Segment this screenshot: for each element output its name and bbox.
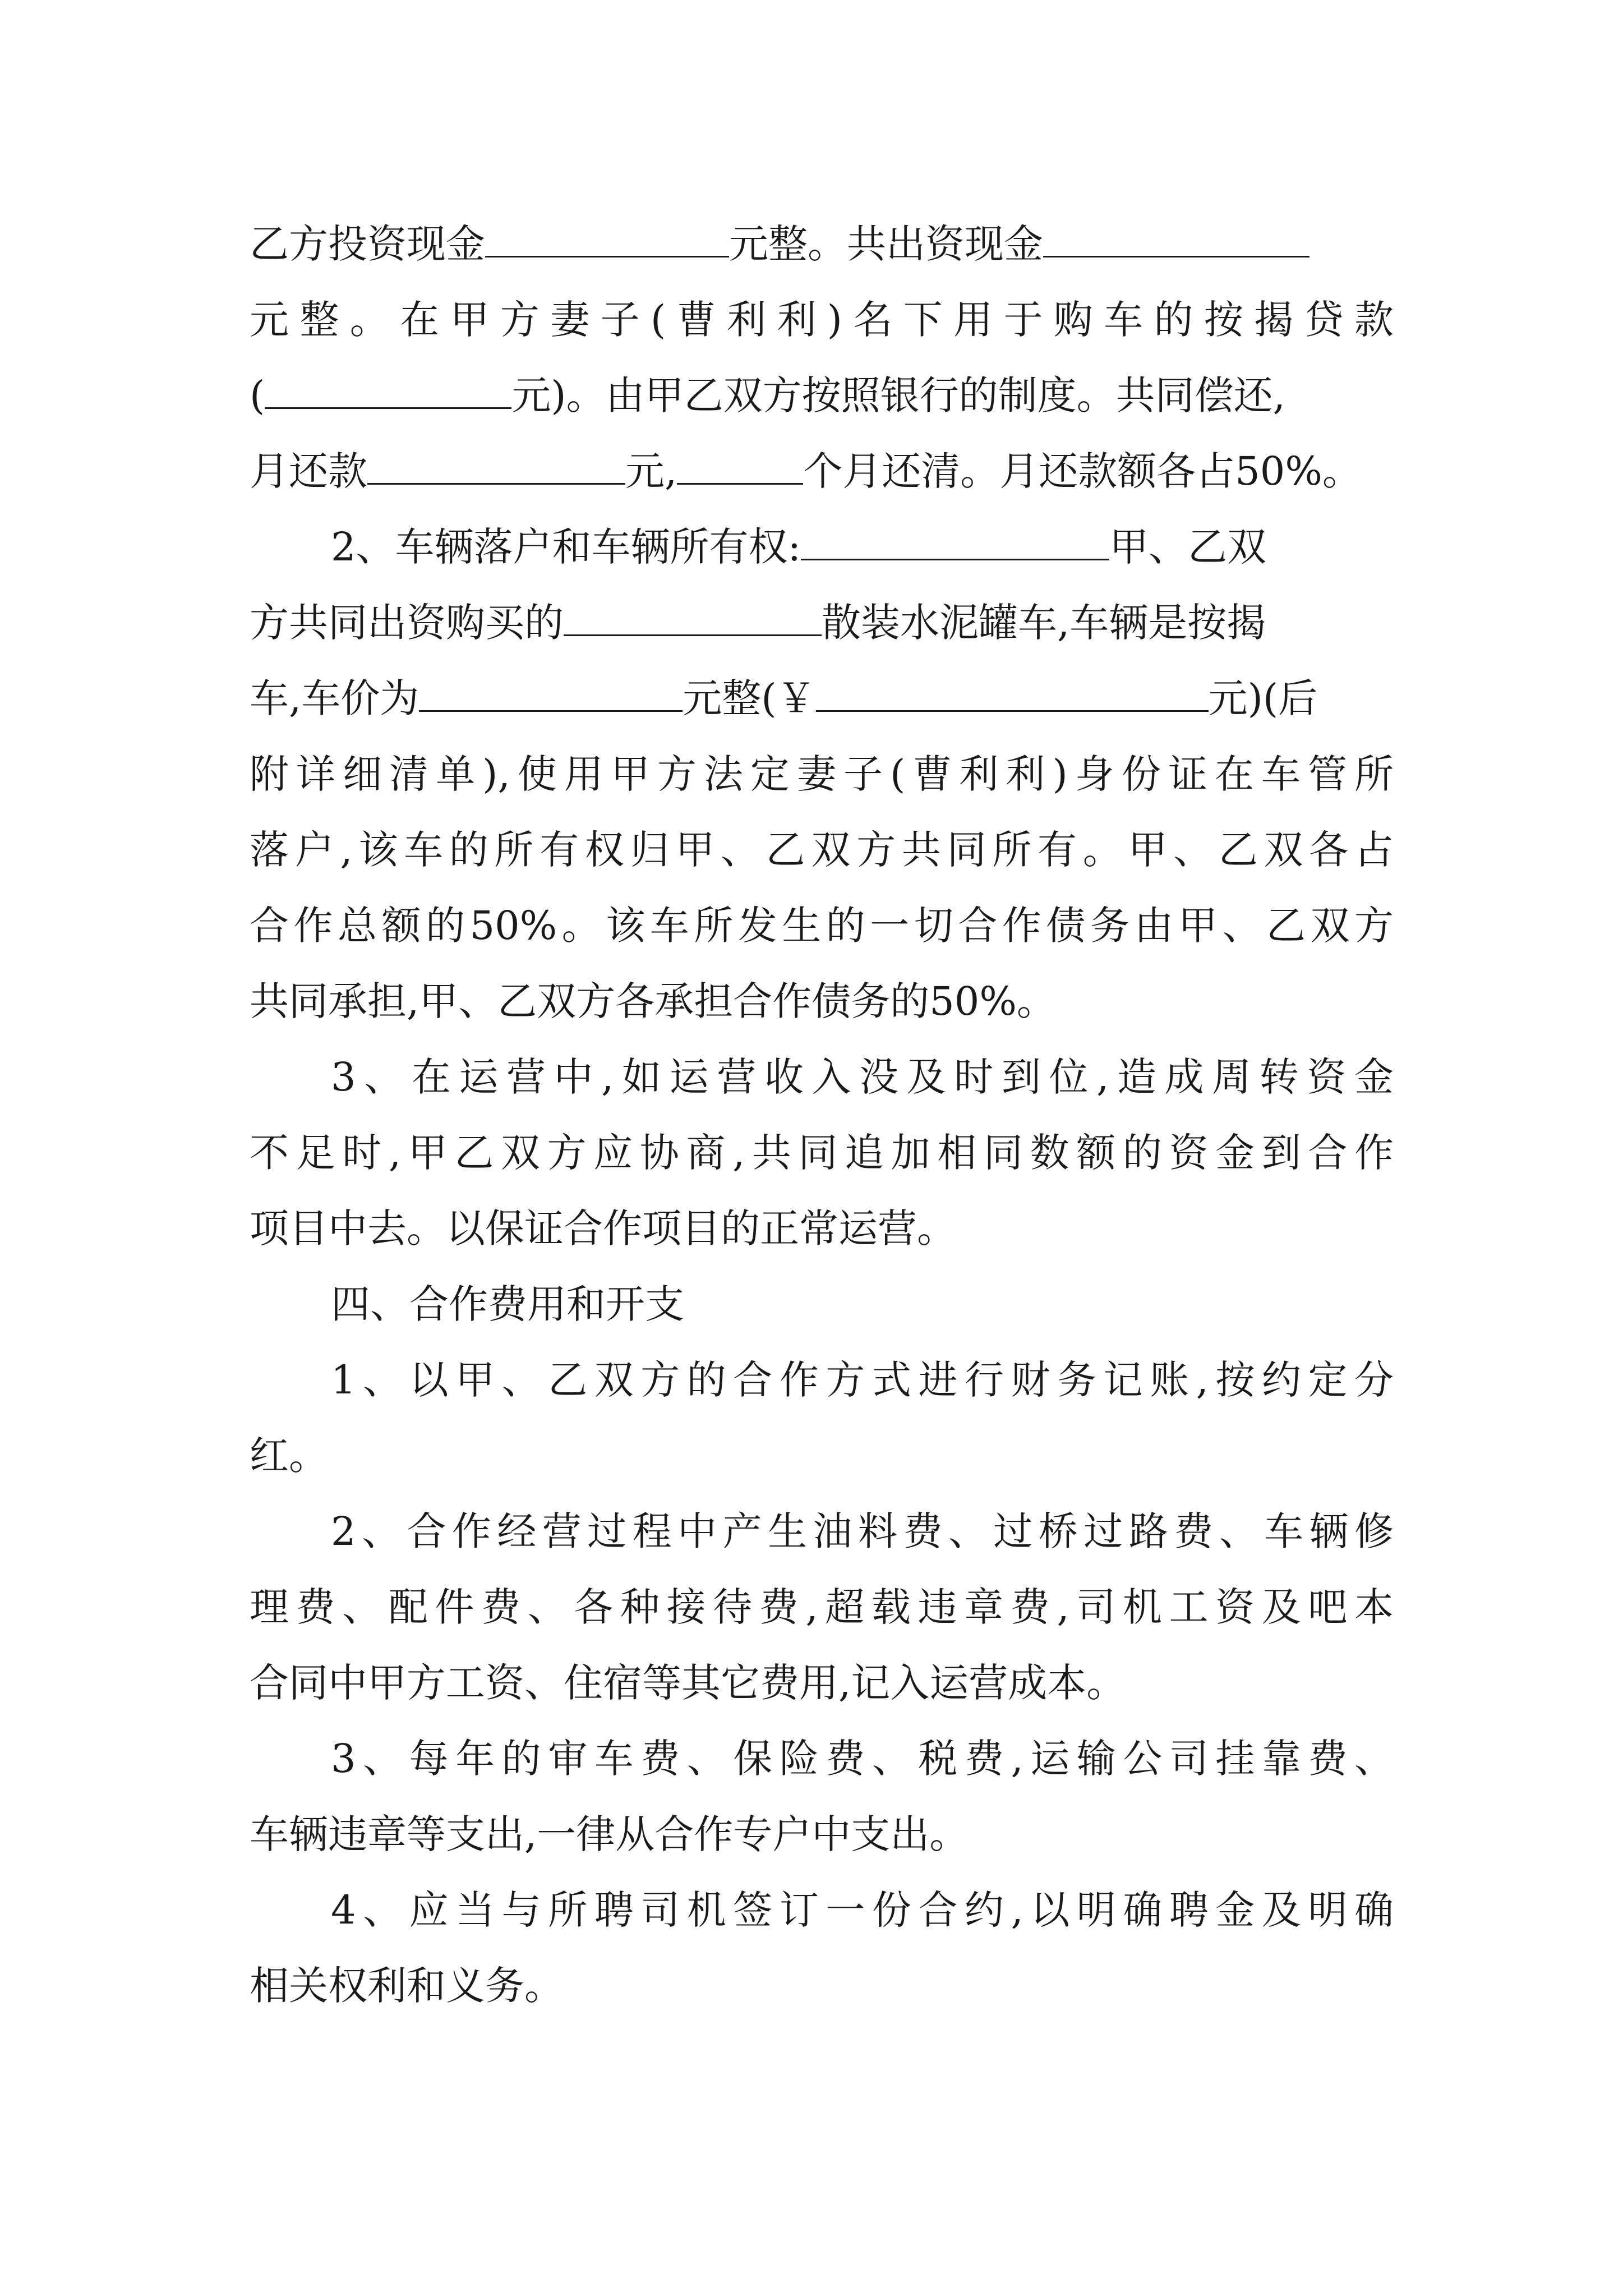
- text-line: 共同承担,甲、乙双方各承担合作债务的50%。: [250, 978, 1056, 1024]
- text-line: 车辆违章等支出,一律从合作专户中支出。: [250, 1811, 969, 1857]
- fill-in-blank: [677, 448, 803, 485]
- text-segment: 方共同出资购买的: [250, 600, 564, 646]
- text-line: [250, 592, 1394, 654]
- fill-in-blank: [367, 448, 625, 485]
- text-line: 不足时,甲乙双方应协商,共同追加相同数额的资金到合作: [250, 1130, 1394, 1176]
- text-segment: 乙方投资现金: [250, 221, 485, 267]
- text-line: 元整。在甲方妻子(曹利利)名下用于购车的按揭贷款: [250, 297, 1394, 343]
- text-segment: 元)(后: [1208, 675, 1318, 721]
- text-segment: (: [250, 372, 265, 418]
- text-line: 红。: [250, 1433, 328, 1479]
- text-line: 落户,该车的所有权归甲、乙双方共同所有。甲、乙双各占: [250, 827, 1394, 873]
- text-line: [250, 365, 1394, 426]
- text-segment: 散装水泥罐车,车辆是按揭: [822, 600, 1266, 646]
- text-line: [250, 668, 1394, 729]
- text-line: 合同中甲方工资、住宿等其它费用,记入运营成本。: [250, 1660, 1126, 1706]
- fill-in-blank: [265, 372, 511, 409]
- fill-in-blank: [1043, 221, 1310, 257]
- text-line: 项目中去。以保证合作项目的正常运营。: [250, 1205, 956, 1251]
- text-segment: 个月还清。月还款额各占50%。: [803, 448, 1362, 494]
- text-segment: 元整(￥: [683, 675, 816, 721]
- fill-in-blank: [801, 524, 1109, 560]
- section-heading: 四、合作费用和开支: [331, 1281, 684, 1327]
- text-line: 1、以甲、乙双方的合作方式进行财务记账,按约定分: [331, 1357, 1394, 1403]
- fill-in-blank: [419, 675, 683, 712]
- text-segment: 元整。共出资现金: [729, 221, 1043, 267]
- text-line: [331, 516, 1394, 578]
- text-line: 4、应当与所聘司机签订一份合约,以明确聘金及明确: [331, 1887, 1394, 1933]
- text-line: 附详细清单),使用甲方法定妻子(曹利利)身份证在车管所: [250, 751, 1394, 797]
- text-segment: 车,车价为: [250, 675, 419, 721]
- text-line: 3、每年的审车费、保险费、税费,运输公司挂靠费、: [331, 1736, 1394, 1782]
- fill-in-blank: [485, 221, 729, 257]
- text-line: 3、在运营中,如运营收入没及时到位,造成周转资金: [331, 1054, 1394, 1100]
- text-line: 理费、配件费、各种接待费,超载违章费,司机工资及吧本: [250, 1584, 1394, 1630]
- text-segment: 元)。由甲乙双方按照银行的制度。共同偿还,: [511, 372, 1285, 418]
- text-line: [250, 213, 1394, 275]
- text-line: 2、合作经营过程中产生油料费、过桥过路费、车辆修: [331, 1508, 1394, 1554]
- fill-in-blank: [564, 600, 822, 636]
- text-line: 合作总额的50%。该车所发生的一切合作债务由甲、乙双方: [250, 903, 1394, 949]
- text-line: 相关权利和义务。: [250, 1963, 564, 2009]
- fill-in-blank: [816, 675, 1209, 712]
- text-segment: 月还款: [250, 448, 367, 494]
- text-segment: 元,: [625, 448, 677, 494]
- text-segment: 2、车辆落户和车辆所有权:: [331, 524, 801, 570]
- text-line: [250, 440, 1394, 502]
- text-segment: 甲、乙双: [1109, 524, 1267, 570]
